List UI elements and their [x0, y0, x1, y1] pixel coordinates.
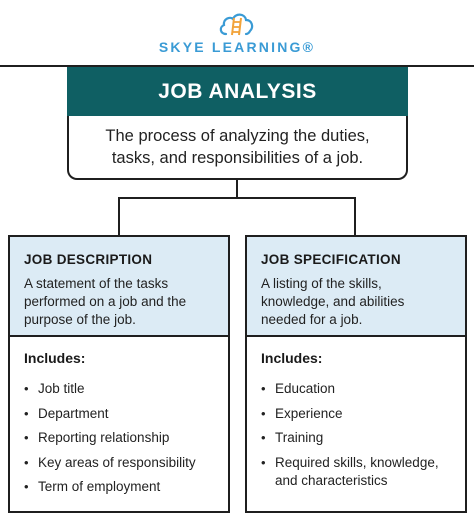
bullet-icon: • — [24, 405, 29, 421]
list-item — [24, 478, 214, 496]
list-item-text: Term of employment — [38, 479, 161, 494]
job-specification-text: A listing of the skills, knowledge, and abilities needed for a job. — [261, 276, 405, 327]
list-item — [261, 380, 451, 398]
job-specification-title: JOB SPECIFICATION — [261, 252, 401, 267]
job-specification-header — [247, 237, 465, 337]
job-specification-list — [261, 380, 451, 490]
job-description-includes-label: Includes: — [24, 350, 86, 366]
bullet-icon: • — [261, 405, 266, 421]
list-item — [24, 429, 214, 447]
list-item-text: Key areas of responsibility — [38, 454, 196, 470]
bullet-icon: • — [24, 430, 29, 445]
job-description-header — [10, 237, 228, 337]
list-item-text: Experience — [275, 405, 343, 421]
job-specification-body — [247, 337, 465, 490]
bullet-icon: • — [261, 430, 266, 445]
logo-text: SKYE LEARNING® — [158, 39, 316, 55]
job-analysis-description: The process of analyzing the duties, tasks, and responsibilities of a job. — [105, 127, 370, 167]
job-description-text: A statement of the tasks performed on a job and the purpose of the job. — [24, 276, 187, 327]
list-item — [261, 429, 451, 447]
connector-crossbar — [118, 197, 356, 199]
list-item-text: Department — [38, 405, 109, 421]
connector-right-drop — [354, 197, 356, 236]
bullet-icon: • — [24, 454, 29, 470]
list-item-text: Job title — [38, 381, 85, 396]
list-item — [24, 405, 214, 423]
list-item-text: Education — [275, 381, 336, 396]
job-analysis-description-box — [67, 116, 408, 180]
list-item — [261, 405, 451, 423]
job-specification-includes-label: Includes: — [261, 350, 323, 366]
job-specification-card — [245, 235, 467, 513]
job-description-card — [8, 235, 230, 513]
list-item-text: Required skills, knowledge, and characteristics — [275, 454, 439, 488]
connector-left-drop — [118, 197, 120, 236]
job-analysis-title: JOB ANALYSIS — [67, 67, 408, 116]
cloud-ladder-icon — [218, 10, 256, 36]
list-item-text: Reporting relationship — [38, 430, 170, 445]
bullet-icon: • — [24, 479, 29, 494]
job-description-list — [24, 380, 214, 496]
job-description-body — [10, 337, 228, 496]
connector-stem — [236, 180, 238, 198]
bullet-icon: • — [261, 381, 266, 396]
logo-header — [0, 0, 474, 66]
bullet-icon: • — [24, 381, 29, 396]
list-item — [24, 454, 214, 472]
list-item-text: Training — [275, 430, 324, 445]
list-item — [261, 454, 451, 490]
bullet-icon: • — [261, 454, 266, 470]
list-item — [24, 380, 214, 398]
job-description-title: JOB DESCRIPTION — [24, 252, 153, 267]
